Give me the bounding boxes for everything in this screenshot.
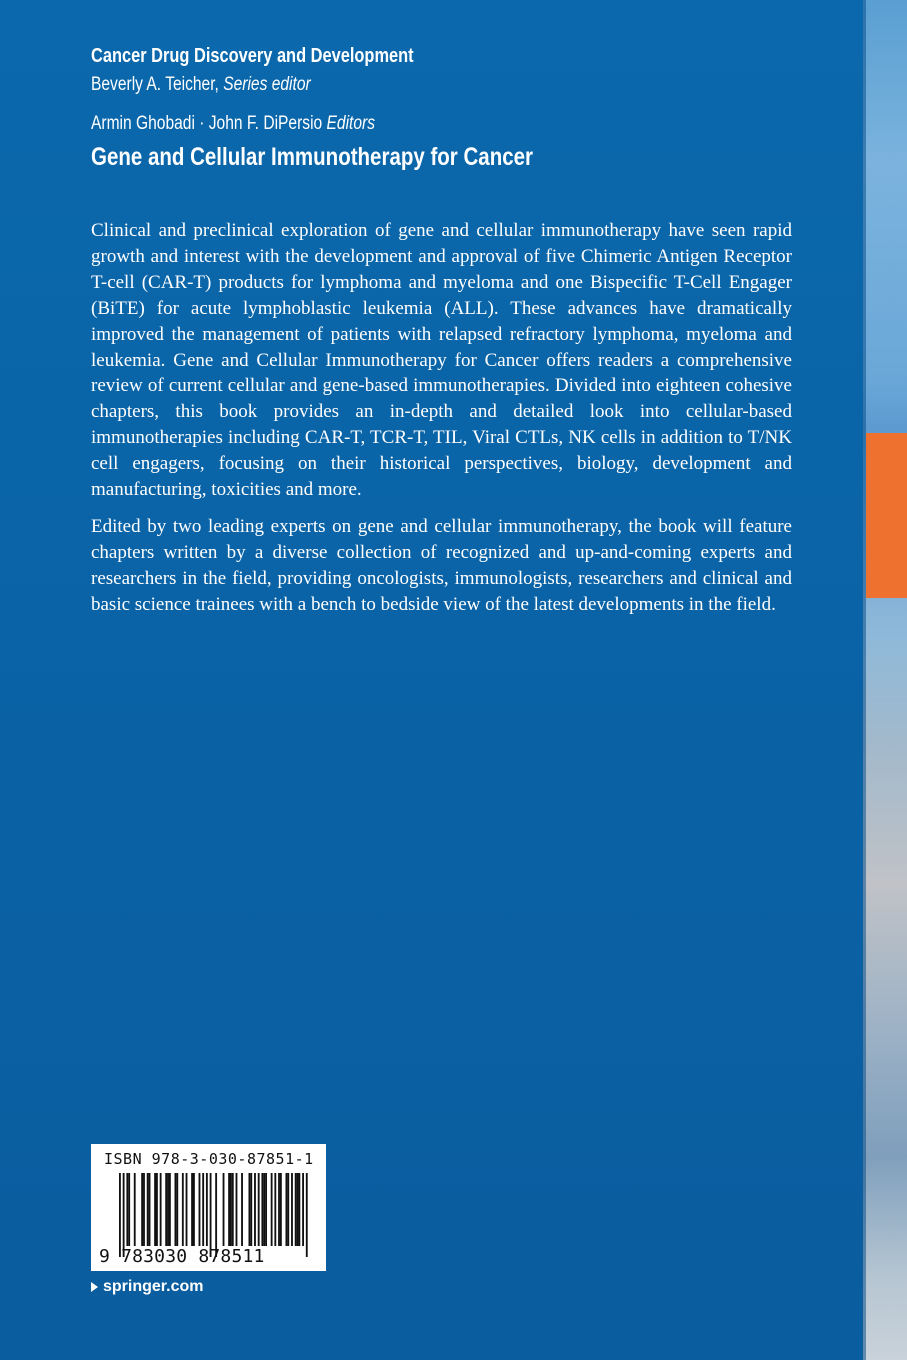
barcode-bar — [250, 1173, 252, 1246]
barcode-bar — [165, 1173, 167, 1246]
barcode-bar — [176, 1173, 178, 1246]
isbn-label: ISBN 978-3-030-87851-1 — [104, 1150, 314, 1168]
spine-orange-band — [866, 433, 907, 598]
barcode-bar — [298, 1173, 300, 1246]
barcode-bar — [199, 1173, 201, 1246]
barcode-bar — [182, 1173, 184, 1246]
barcode-bar — [167, 1173, 169, 1246]
barcode-bar — [291, 1173, 293, 1246]
barcode-bar — [193, 1173, 195, 1246]
barcode-digits: 9 783030 878511 — [99, 1246, 265, 1267]
barcode-bar — [206, 1173, 208, 1246]
barcode-bar — [186, 1173, 188, 1246]
barcode-bar — [278, 1173, 280, 1246]
barcode-bar — [175, 1173, 177, 1246]
isbn-barcode — [91, 1144, 326, 1271]
barcode-bar — [302, 1173, 304, 1246]
description-paragraph: Clinical and preclinical exploration of gene and cellular immunotherapy have seen rapid growth and interest with the development and approval of five Chimeric Antigen Receptor T-cell (CAR-T) products for lymphoma and myeloma and one Bispecific T-Cell Engager (BiTE) for acute lymphoblastic leukemia (ALL). These advances have dramatically improved the management of patients with relapsed refractory lymphoma, myeloma and leukemia. Gene and Cellular Immunotherapy for Cancer offers readers a comprehensive review of current cellular and gene-based immunotherapies. Divided into eighteen cohesive chapters, this book provides an in-depth and detailed look into cellular-based immunotherapies including CAR-T, TCR-T, TIL, Viral CTLs, NK cells in addition to T/NK cell engagers, focusing on their historical perspectives, biology, development and manufacturing, toxicities and more. — [91, 220, 792, 501]
barcode-bar — [306, 1173, 308, 1257]
barcode-bar — [271, 1173, 273, 1246]
barcode-bar — [228, 1173, 230, 1246]
barcode-bar — [149, 1173, 151, 1246]
triangle-right-icon — [91, 1282, 98, 1292]
barcode-bar — [215, 1173, 217, 1257]
barcode-bar — [265, 1173, 267, 1246]
barcode-bar — [169, 1173, 171, 1246]
series-title: Cancer Drug Discovery and Development — [91, 45, 414, 67]
barcode-bar — [128, 1173, 130, 1246]
barcode-bar — [297, 1173, 299, 1246]
barcode-bar — [280, 1173, 282, 1246]
book-editors-names: Armin Ghobadi · John F. DiPersio — [91, 113, 323, 134]
barcode-bar — [286, 1173, 288, 1246]
barcode-bar — [258, 1173, 260, 1246]
book-description — [91, 218, 792, 618]
barcode-bar — [202, 1173, 204, 1246]
spine-divider — [863, 0, 866, 1360]
barcode-bar — [160, 1173, 162, 1246]
series-editor-role: Series editor — [223, 74, 311, 95]
spine-photo-strip — [863, 0, 907, 1360]
barcode-bar — [119, 1173, 121, 1257]
publisher-link[interactable] — [91, 1278, 203, 1296]
description-paragraph: Edited by two leading experts on gene and cellular immunotherapy, the book will feature chapters written by a diverse collection of recognized and up-and-coming experts and researchers in the field, providing oncologists, immunologists, researchers and clinical and basic science trainees with a bench to bedside view of the latest developments in the field. — [91, 515, 792, 615]
barcode-bar — [126, 1173, 128, 1246]
barcode-bar — [261, 1173, 263, 1246]
barcode-bar — [232, 1173, 234, 1246]
barcode-bar — [274, 1173, 276, 1246]
publisher-link-text[interactable]: springer.com — [103, 1278, 204, 1295]
book-title: Gene and Cellular Immunotherapy for Cancer — [91, 143, 533, 171]
series-editor-name: Beverly A. Teicher, — [91, 74, 219, 95]
barcode-bar — [254, 1173, 256, 1246]
barcode-bar — [141, 1173, 143, 1246]
barcode-bar — [230, 1173, 232, 1246]
barcode-bar — [154, 1173, 156, 1246]
book-editors-role: Editors — [326, 113, 376, 134]
barcode-bar — [263, 1173, 265, 1246]
barcode-bar — [236, 1173, 238, 1246]
barcode-bar — [123, 1173, 125, 1257]
barcode-bar — [156, 1173, 158, 1246]
barcode-bar — [249, 1173, 251, 1246]
series-editor — [91, 74, 311, 96]
barcode-bar — [223, 1173, 225, 1246]
barcode-bar — [143, 1173, 145, 1246]
barcode-bar — [134, 1173, 136, 1246]
barcode-bar — [147, 1173, 149, 1246]
barcode-bar — [210, 1173, 212, 1257]
barcode-bar — [241, 1173, 243, 1246]
barcode-bar — [287, 1173, 289, 1246]
barcode-bar — [295, 1173, 297, 1246]
book-editors — [91, 113, 375, 135]
barcode-bar — [191, 1173, 193, 1246]
